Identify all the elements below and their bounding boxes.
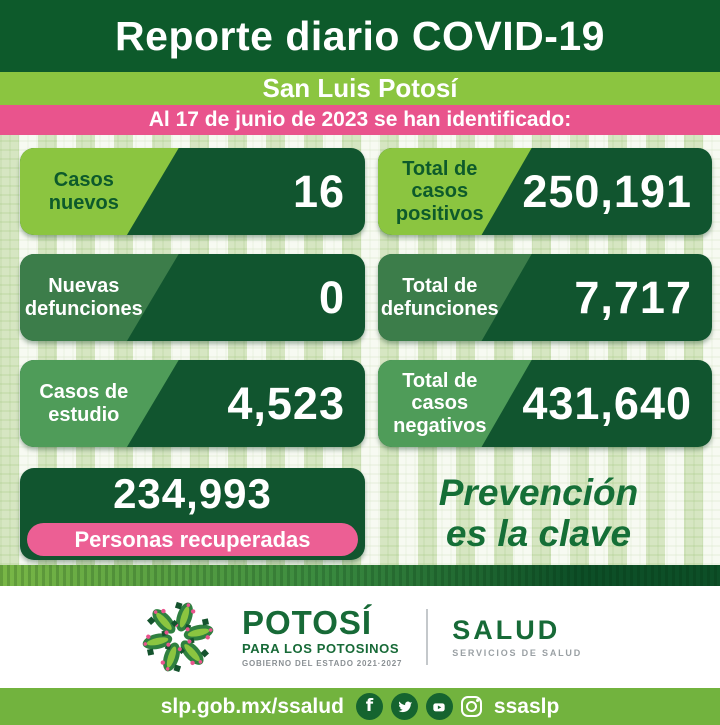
stat-label: Nuevas defunciones (24, 274, 143, 320)
stat-card-total-positivos (378, 148, 712, 235)
page-title: Reporte diario COVID-19 (115, 12, 605, 59)
stat-label: Total de defunciones (380, 274, 499, 320)
brand-name: POTOSÍ (241, 604, 373, 641)
recovered-value: 234,993 (113, 470, 272, 517)
stats-area (0, 135, 720, 565)
twitter-bird-glyph (397, 699, 412, 714)
org-subtitle: SERVICIOS DE SALUD (452, 647, 583, 658)
stat-label: Casos nuevos (48, 168, 119, 214)
prevention-slogan (365, 468, 712, 560)
state-name: San Luis Potosí (262, 73, 458, 103)
footer-divider (426, 609, 428, 665)
slogan-line-2: es la clave (445, 513, 632, 554)
stats-grid (20, 148, 712, 447)
stat-card-total-negativos (378, 360, 712, 447)
stat-card-total-defunciones (378, 254, 712, 341)
bottom-row (20, 468, 712, 560)
salud-wordmark (452, 614, 583, 658)
divider-strip (0, 565, 720, 586)
stat-value: 16 (292, 165, 345, 217)
youtube-icon[interactable] (426, 693, 453, 720)
stat-value: 4,523 (227, 377, 345, 429)
social-icons (356, 693, 482, 720)
footer-logos (0, 586, 720, 688)
stat-card-nuevas-defunciones (20, 254, 365, 341)
stat-value: 250,191 (522, 165, 692, 217)
potosi-emblem (138, 597, 218, 677)
recovered-card (20, 468, 365, 560)
website-link[interactable]: slp.gob.mx/ssalud (160, 694, 344, 718)
instagram-icon[interactable] (461, 696, 482, 717)
slogan-line-1: Prevención (438, 472, 639, 514)
stat-card-casos-estudio (20, 360, 365, 447)
header-band (0, 0, 720, 72)
stat-value: 431,640 (522, 377, 692, 429)
brand-tagline: PARA LOS POTOSINOS (241, 641, 400, 656)
date-line: Al 17 de junio de 2023 se han identificado: (148, 108, 572, 131)
stat-value: 0 (318, 271, 345, 323)
stat-card-casos-nuevos (20, 148, 365, 235)
twitter-icon[interactable] (391, 693, 418, 720)
bottom-bar (0, 688, 720, 725)
potosi-wordmark (242, 606, 402, 668)
youtube-play-glyph (431, 699, 447, 715)
stat-label: Total de casos negativos (393, 369, 487, 437)
brand-government: GOBIERNO DEL ESTADO 2021·2027 (241, 659, 403, 668)
stat-label: Casos de estudio (39, 380, 129, 426)
social-handle: ssaslp (493, 694, 560, 718)
stat-label: Total de casos positivos (395, 157, 484, 225)
recovered-label-pill: Personas recuperadas (27, 523, 358, 556)
stat-value: 7,717 (574, 271, 692, 323)
subheader-band (0, 72, 720, 105)
facebook-icon[interactable]: f (356, 693, 383, 720)
org-name: SALUD (452, 614, 561, 645)
date-band (0, 105, 720, 135)
